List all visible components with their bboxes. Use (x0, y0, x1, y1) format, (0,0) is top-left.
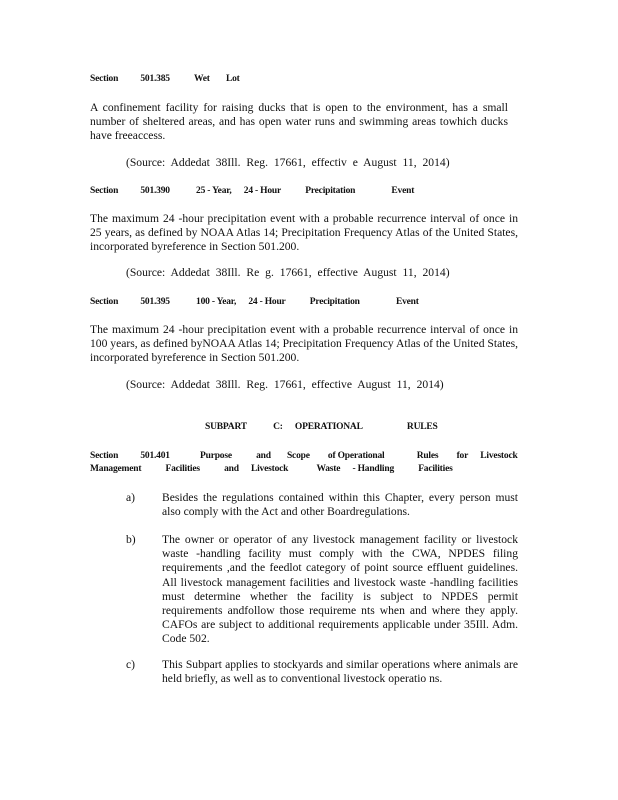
section-text: A confinement facility for raising ducks that is open to the environment, has a small number of sheltered areas, and has open water runs and swimming areas towhich ducks have freeaccess. (90, 101, 508, 142)
section-number: 501.385 (140, 74, 170, 84)
section-number: 501.395 (140, 297, 170, 307)
section-title-word: Facilities (165, 464, 200, 474)
section-title-word: Management (90, 464, 142, 474)
section-title-word: Livestock (250, 464, 289, 474)
section-title-word: Precipitation (309, 297, 360, 307)
section-title-word: for (456, 451, 469, 461)
subpart-heading (205, 421, 438, 434)
section-title-word: Scope (286, 451, 310, 461)
section-title-word: Precipitation (305, 186, 356, 196)
source-note: (Source: Addedat 38Ill. Reg. 17661, effective August 11, 2014) (126, 378, 444, 391)
section-title-word: Event (395, 297, 419, 307)
section-title-word: 25 - Year, (196, 186, 232, 196)
section-heading (90, 185, 414, 198)
section-text: The maximum 24 -hour precipitation event with a probable recurrence interval of once in 100 years, as defined byNOAA Atlas 14; Precipitation Frequency Atlas of the United States, incorporated byreference in Section 501.200. (90, 323, 518, 364)
section-number: 501.390 (140, 186, 170, 196)
section-text: The maximum 24 -hour precipitation event with a probable recurrence interval of once in 25 years, as defined by NOAA Atlas 14; Precipitation Frequency Atlas of the United States, incorporated byreference in Section 501.200. (90, 212, 518, 253)
list-item-label: b) (126, 533, 136, 546)
section-title-word: 24 - Hour (248, 297, 286, 307)
section-label: Section (90, 186, 119, 196)
source-note: (Source: Addedat 38Ill. Re g. 17661, effective August 11, 2014) (126, 266, 450, 279)
subpart-label: SUBPART (205, 422, 247, 432)
section-heading-continued (90, 463, 453, 476)
subpart-title-word: RULES (406, 422, 438, 432)
section-title-word: Event (391, 186, 415, 196)
section-heading (90, 73, 240, 86)
section-title-word: Lot (225, 74, 240, 84)
list-item-label: c) (126, 658, 136, 671)
section-title-word: - Handling (352, 464, 394, 474)
list-item-text: The owner or operator of any livestock management facility or livestock waste -handling facility must comply with the CWA, NPDES filing requirements ,and the feedlot category of point source effluent guidelines. All livestock management facilities and livestock waste -handling facilities must determine whether the facility is subject to NPDES permit requirements andfollow those requireme nts when and where they apply. CAFOs are subject to additional requirements applicable under 35Ill. Adm. Code 502. (162, 533, 518, 646)
section-title-word: 24 - Hour (243, 186, 282, 196)
section-title-word: Purpose (200, 451, 232, 461)
section-label: Section (90, 451, 119, 461)
section-heading (90, 450, 518, 463)
section-title-word: Livestock (480, 451, 518, 461)
section-title-word: Waste (316, 464, 341, 474)
subpart-title-word: OPERATIONAL (294, 422, 363, 432)
list-item-label: a) (126, 491, 136, 504)
list-item-text: Besides the regulations contained within this Chapter, every person must also comply with the Act and other Boardregulations. (162, 491, 518, 519)
section-title-word: and (224, 464, 239, 474)
section-label: Section (90, 297, 119, 307)
section-title-word: Facilities (418, 464, 453, 474)
subpart-letter: C: (273, 422, 283, 432)
section-title-word: and (256, 451, 271, 461)
section-title-word: Wet (194, 74, 210, 84)
section-title-word: 100 - Year, (196, 297, 237, 307)
section-title-word: of Operational (327, 451, 385, 461)
source-note: (Source: Addedat 38Ill. Reg. 17661, effectiv e August 11, 2014) (126, 156, 450, 169)
section-title-word: Rules (416, 451, 439, 461)
section-label: Section (90, 74, 119, 84)
section-number: 501.401 (140, 451, 170, 461)
list-item-text: This Subpart applies to stockyards and similar operations where animals are held briefly, as well as to conventional livestock operatio ns. (162, 658, 518, 686)
section-heading (90, 296, 419, 309)
